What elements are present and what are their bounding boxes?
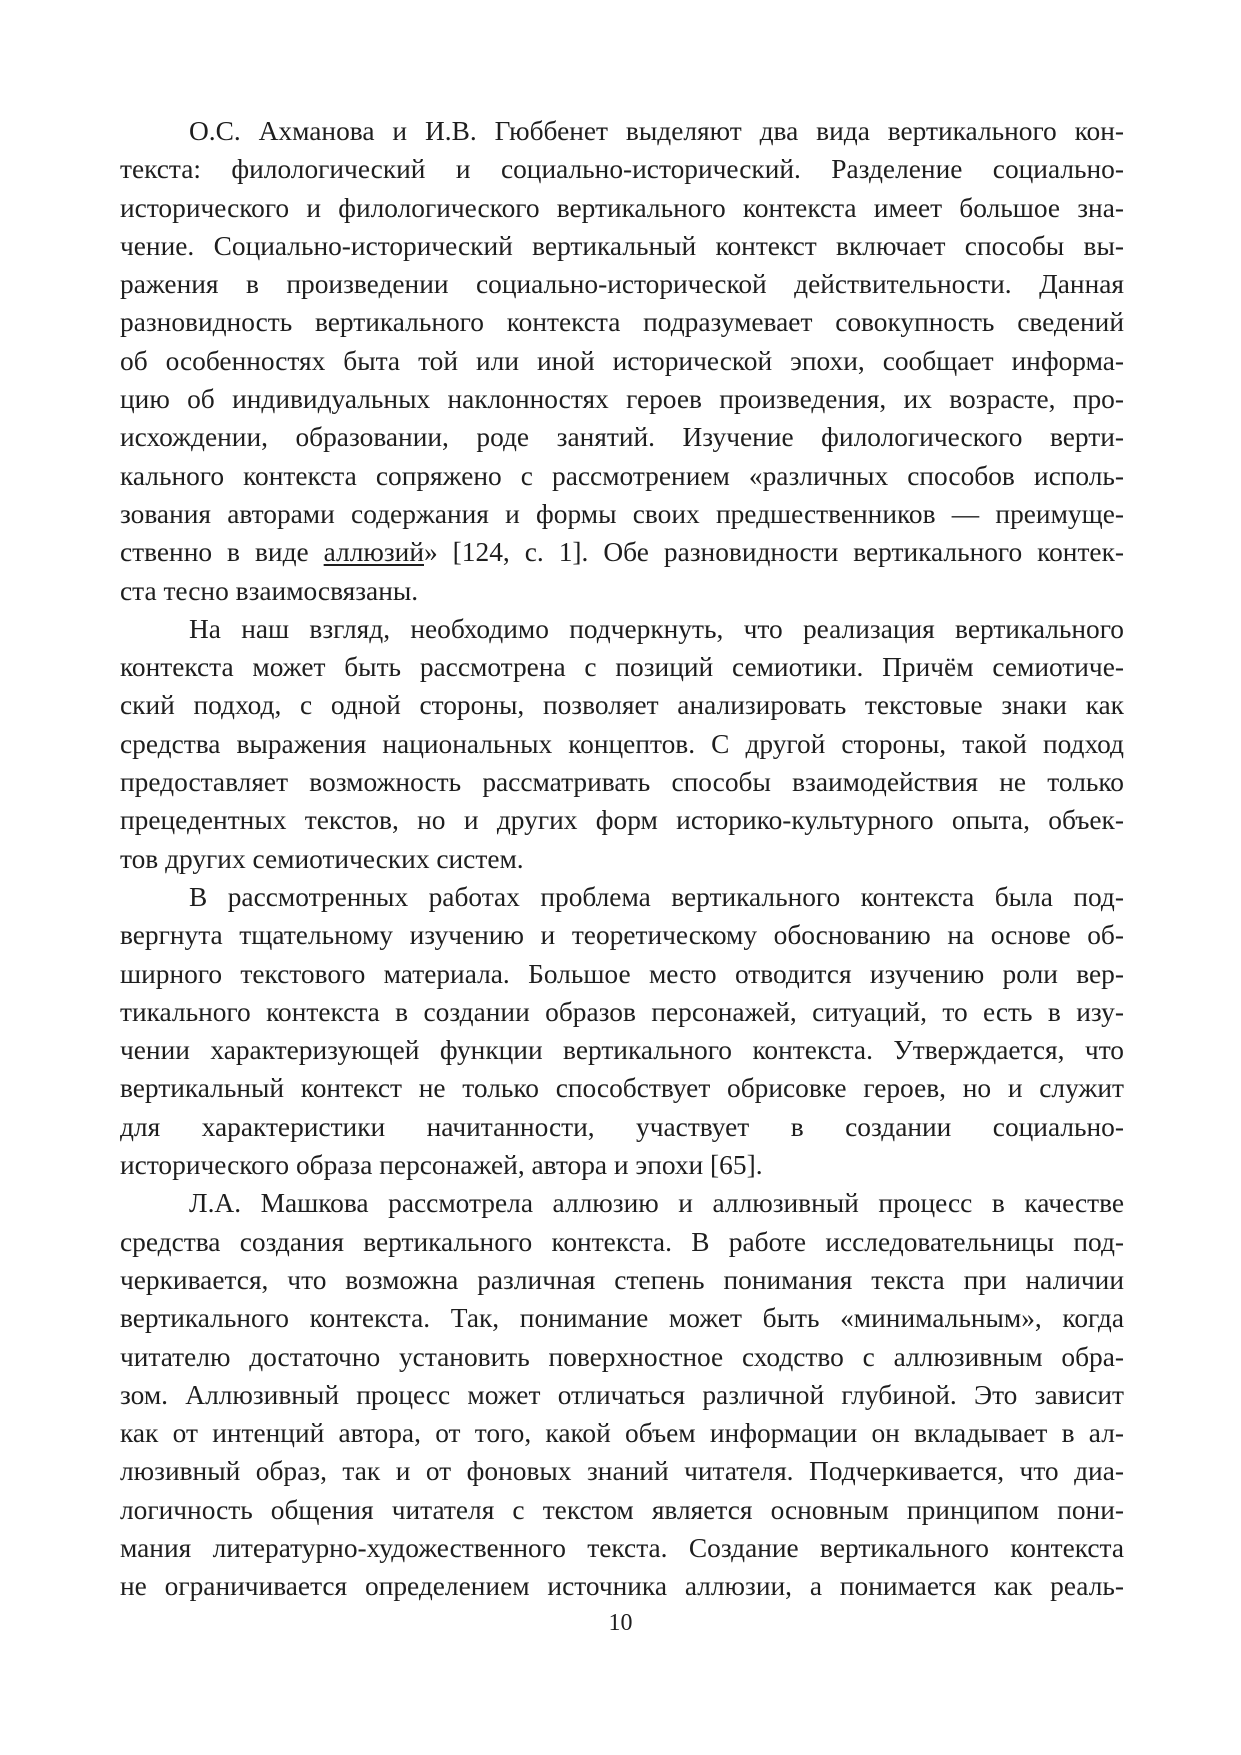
paragraph-3-line-5: чении характеризующей функции вертикального контекста. Утверждается, что (120, 1035, 1124, 1066)
paragraph-2-line-2: контекста может быть рассмотрена с позиций семиотики. Причём семиотиче- (120, 652, 1124, 683)
paragraph-2-line-4: средства выражения национальных концептов. С другой стороны, такой подход (120, 728, 1124, 759)
paragraph-3-line-1: В рассмотренных работах проблема вертикального контекста была под- (189, 881, 1124, 912)
paragraph-4-line-7: как от интенций автора, от того, какой объем информации он вкладывает в ал- (120, 1418, 1124, 1449)
line-12-before: ственно в виде (120, 537, 324, 568)
paragraph-4-line-3: черкивается, что возможна различная степень понимания текста при наличии (120, 1264, 1124, 1295)
body-text (120, 112, 1124, 1606)
paragraph-1-line-6: разновидность вертикального контекста подразумевает совокупность сведений (120, 307, 1124, 338)
paragraph-3-line-6: вертикальный контекст не только способствует обрисовке героев, но и служит (120, 1073, 1124, 1104)
paragraph-3-line-3: ширного текстового материала. Большое место отводится изучению роли вер- (120, 958, 1124, 989)
paragraph-2-line-6: прецедентных текстов, но и других форм историко-культурного опыта, объек- (120, 805, 1124, 836)
paragraph-2-line-1: На наш взгляд, необходимо подчеркнуть, что реализация вертикального (189, 613, 1124, 644)
paragraph-4-line-8: люзивный образ, так и от фоновых знаний читателя. Подчеркивается, что диа- (120, 1456, 1124, 1487)
paragraph-2-line-5: предоставляет возможность рассматривать способы взаимодействия не только (120, 767, 1124, 798)
paragraph-4-line-1: Л.А. Машкова рассмотрела аллюзию и аллюзивный процесс в качестве (189, 1188, 1124, 1219)
paragraph-3-line-2: вергнута тщательному изучению и теоретическому обоснованию на основе об- (120, 920, 1124, 951)
paragraph-1-line-10: кального контекста сопряжено с рассмотрением «различных способов исполь- (120, 460, 1124, 491)
line-12-after: » [124, с. 1]. Обе разновидности вертикального контек- (424, 537, 1124, 568)
paragraph-1-line-2: текста: филологический и социально-исторический. Разделение социально- (120, 154, 1124, 185)
paragraph-1-line-9: исхождении, образовании, роде занятий. Изучение филологического верти- (120, 422, 1124, 453)
paragraph-1-line-1: О.С. Ахманова и И.В. Гюббенет выделяют два вида вертикального кон- (189, 116, 1124, 146)
paragraph-4-line-11: не ограничивается определением источника аллюзии, а понимается как реаль- (120, 1571, 1124, 1602)
underlined-term: аллюзий (323, 537, 424, 568)
paragraph-3-line-4: тикального контекста в создании образов персонажей, ситуаций, то есть в изу- (120, 996, 1124, 1027)
paragraph-1-line-3: исторического и филологического вертикального контекста имеет большое зна- (120, 192, 1124, 223)
paragraph-1-line-12 (120, 533, 1124, 571)
paragraph-1-line-8: цию об индивидуальных наклонностях героев произведения, их возрасте, про- (120, 384, 1124, 415)
paragraph-1-line-7: об особенностях быта той или иной исторической эпохи, сообщает информа- (120, 345, 1124, 376)
paragraph-4-line-2: средства создания вертикального контекста. В работе исследовательницы под- (120, 1226, 1124, 1257)
paragraph-4-line-4: вертикального контекста. Так, понимание может быть «минимальным», когда (120, 1303, 1124, 1334)
paragraph-1-line-4: чение. Социально-исторический вертикальный контекст включает способы вы- (120, 230, 1124, 261)
paragraph-3-line-8: исторического образа персонажей, автора и эпохи [65]. (120, 1150, 763, 1181)
paragraph-2-line-3: ский подход, с одной стороны, позволяет анализировать текстовые знаки как (120, 690, 1124, 721)
paragraph-4-line-10: мания литературно-художественного текста. Создание вертикального контекста (120, 1532, 1124, 1563)
paragraph-4-line-9: логичность общения читателя с текстом является основным принципом пони- (120, 1494, 1124, 1525)
paragraph-4-line-5: читателю достаточно установить поверхностное сходство с аллюзивным обра- (120, 1341, 1124, 1372)
paragraph-4-line-6: зом. Аллюзивный процесс может отличаться различной глубиной. Это зависит (120, 1379, 1124, 1410)
paragraph-1-line-5: ражения в произведении социально-исторической действительности. Данная (120, 269, 1124, 300)
paragraph-2-line-7: тов других семиотических систем. (120, 843, 524, 874)
paragraph-3-line-7: для характеристики начитанности, участвует в создании социально- (120, 1111, 1124, 1142)
paragraph-1-line-13: ста тесно взаимосвязаны. (120, 575, 419, 606)
paragraph-1-line-11: зования авторами содержания и формы своих предшественников — преимуще- (120, 498, 1124, 529)
page-number: 10 (608, 1610, 633, 1636)
